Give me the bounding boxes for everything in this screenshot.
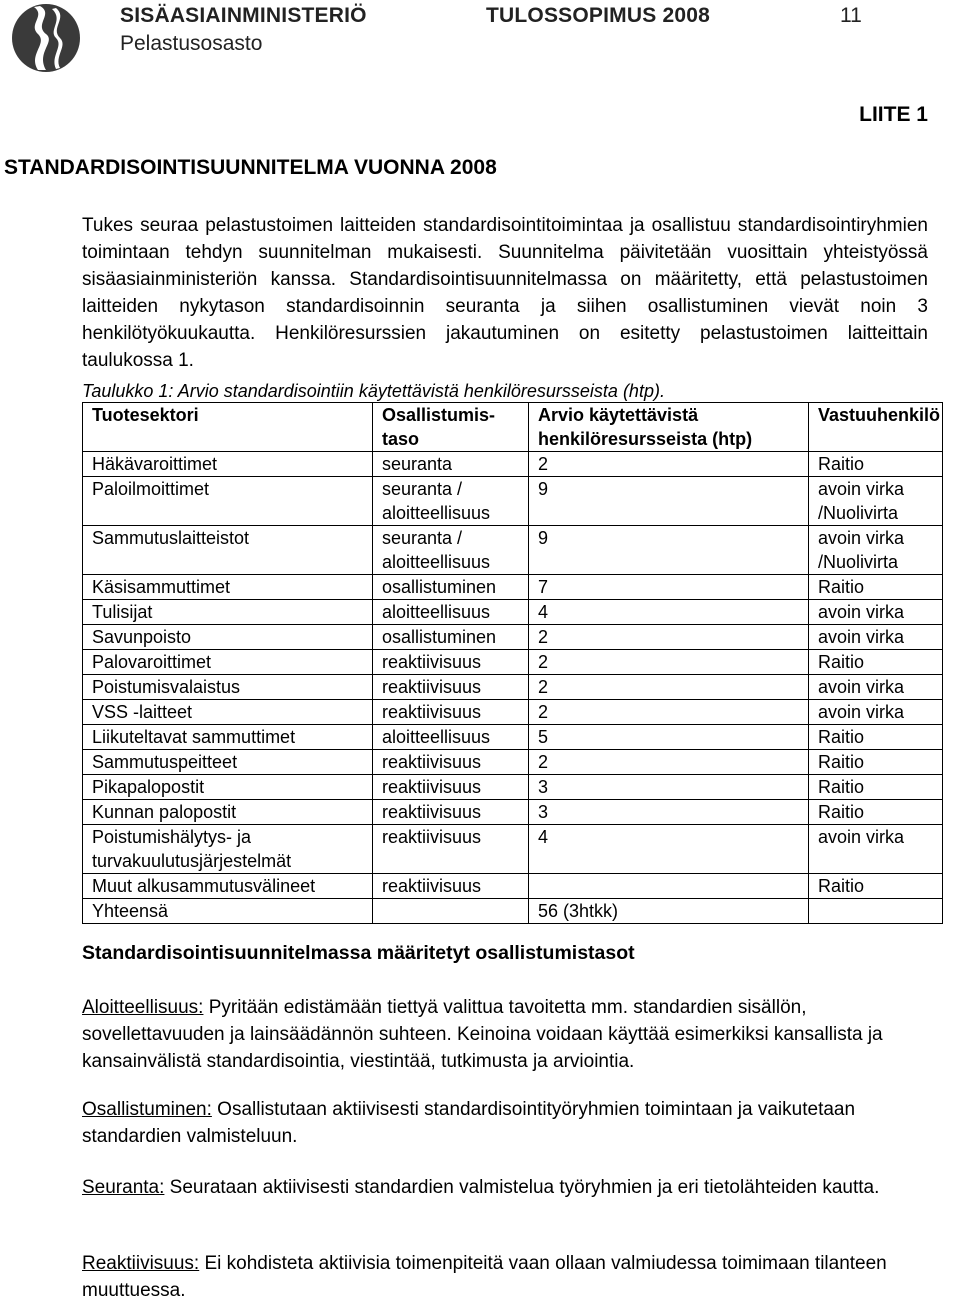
table-cell: reaktiivisuus	[373, 775, 529, 800]
table-cell: 4	[529, 825, 809, 874]
table-cell: reaktiivisuus	[373, 800, 529, 825]
table-cell: 9	[529, 526, 809, 575]
table-cell: aloitteellisuus	[373, 600, 529, 625]
table-cell: 56 (3htkk)	[529, 899, 809, 924]
table-row	[83, 675, 943, 700]
header-cell: Vastuuhenkilö	[809, 403, 943, 452]
table-cell: reaktiivisuus	[373, 874, 529, 899]
table-cell: aloitteellisuus	[373, 725, 529, 750]
ministry-logo	[10, 2, 82, 74]
table-row	[83, 899, 943, 924]
table-cell: Raitio	[809, 575, 943, 600]
table-cell: 9	[529, 477, 809, 526]
definition-term: Reaktiivisuus:	[82, 1253, 200, 1274]
table-cell: 4	[529, 600, 809, 625]
table-row	[83, 725, 943, 750]
table-cell: Poistumishälytys- ja turvakuulutusjärjestelmät	[83, 825, 373, 874]
table-cell: 2	[529, 750, 809, 775]
table-row	[83, 775, 943, 800]
table-cell: Palovaroittimet	[83, 650, 373, 675]
table-cell: 2	[529, 625, 809, 650]
table-cell: 2	[529, 700, 809, 725]
table-cell: Raitio	[809, 775, 943, 800]
appendix-label: LIITE 1	[859, 103, 928, 126]
table-cell: reaktiivisuus	[373, 650, 529, 675]
definition-seuranta	[82, 1174, 928, 1201]
definition-term: Seuranta:	[82, 1177, 165, 1198]
table-cell: osallistuminen	[373, 625, 529, 650]
header-ministry: SISÄASIAINMINISTERIÖ	[120, 4, 367, 27]
header-cell: Tuotesektori	[83, 403, 373, 452]
table-cell: Muut alkusammutusvälineet	[83, 874, 373, 899]
definition-text: Osallistutaan aktiivisesti standardisointityöryhmien toimintaan ja vaikutetaan standardien valmisteluun.	[82, 1099, 856, 1147]
definition-term: Osallistuminen:	[82, 1099, 212, 1120]
table-cell: reaktiivisuus	[373, 825, 529, 874]
table-cell: reaktiivisuus	[373, 675, 529, 700]
table-cell: seuranta / aloitteellisuus	[373, 477, 529, 526]
table-cell: Raitio	[809, 452, 943, 477]
table-row	[83, 700, 943, 725]
table-cell: Sammutuslaitteistot	[83, 526, 373, 575]
table-row	[83, 452, 943, 477]
table-cell: VSS -laitteet	[83, 700, 373, 725]
table-row	[83, 750, 943, 775]
table-cell: reaktiivisuus	[373, 750, 529, 775]
table-cell: avoin virka	[809, 600, 943, 625]
intro-paragraph: Tukes seuraa pelastustoimen laitteiden standardisointitoimintaa ja osallistuu standardisointiryhmien toimintaan tehdyn suunnitelman mukaisesti. Suunnitelma päivitetään vuosittain yhteistyössä sisäasiainministeriön kanssa. Standardisointisuunnitelmassa on määritetty, että pelastustoimen laitteiden nykytason standardisoinnin seuranta ja siihen osallistuminen vievät noin 3 henkilötyökuukautta. Henkilöresurssien jakautuminen on esitetty pelastustoimen laitteittain taulukossa 1.	[82, 215, 928, 371]
table-cell: Raitio	[809, 874, 943, 899]
definition-text: Ei kohdisteta aktiivisia toimenpiteitä vaan ollaan valmiudessa toimimaan tilanteen muuttuessa.	[82, 1253, 887, 1301]
table-cell	[373, 899, 529, 924]
page-number: 11	[840, 4, 862, 27]
table-cell: 2	[529, 675, 809, 700]
table-cell: Pikapalopostit	[83, 775, 373, 800]
table-cell: 2	[529, 650, 809, 675]
table-cell: Liikuteltavat sammuttimet	[83, 725, 373, 750]
definition-text: Seurataan aktiivisesti standardien valmistelua työryhmien ja eri tietolähteiden kautta.	[164, 1177, 880, 1198]
table-cell	[529, 874, 809, 899]
table-row	[83, 625, 943, 650]
table-cell: Käsisammuttimet	[83, 575, 373, 600]
resource-table	[82, 402, 943, 924]
table-cell: avoin virka	[809, 825, 943, 874]
table-cell: 3	[529, 800, 809, 825]
table-cell: Tulisijat	[83, 600, 373, 625]
header-cell: Arvio käytettävistä henkilöresursseista (htp)	[529, 403, 809, 452]
table-cell: seuranta / aloitteellisuus	[373, 526, 529, 575]
table-cell: Raitio	[809, 650, 943, 675]
definition-reaktiivisuus	[82, 1250, 928, 1304]
table-cell: avoin virka	[809, 625, 943, 650]
table-row	[83, 800, 943, 825]
table-cell: Häkävaroittimet	[83, 452, 373, 477]
table-row	[83, 477, 943, 526]
table-cell: Savunpoisto	[83, 625, 373, 650]
table-cell: Poistumisvalaistus	[83, 675, 373, 700]
table-cell: 7	[529, 575, 809, 600]
header-document-title: TULOSSOPIMUS 2008	[486, 4, 710, 27]
header-department: Pelastusosasto	[120, 32, 263, 55]
table-cell: avoin virka /Nuolivirta	[809, 477, 943, 526]
table-cell: reaktiivisuus	[373, 700, 529, 725]
definition-text: Pyritään edistämään tiettyä valittua tavoitetta mm. standardien sisällön, sovellettavuuden ja lainsäädännön suhteen. Keinoina voidaan käyttää esimerkiksi kansallista ja kansainvälistä standardisointia, viestintää, tutkimusta ja arviointia.	[82, 997, 883, 1072]
table-cell	[809, 899, 943, 924]
table-cell: avoin virka	[809, 700, 943, 725]
table-cell: Kunnan palopostit	[83, 800, 373, 825]
table-cell: 5	[529, 725, 809, 750]
table-cell: Raitio	[809, 800, 943, 825]
table-row	[83, 650, 943, 675]
page-title: STANDARDISOINTISUUNNITELMA VUONNA 2008	[4, 156, 497, 179]
table-cell: avoin virka	[809, 675, 943, 700]
table-row	[83, 526, 943, 575]
table-cell: osallistuminen	[373, 575, 529, 600]
table-cell: Raitio	[809, 750, 943, 775]
table-cell: 2	[529, 452, 809, 477]
table-row	[83, 575, 943, 600]
header-cell: Osallistumis-taso	[373, 403, 529, 452]
table-cell: Raitio	[809, 725, 943, 750]
definition-osallistuminen	[82, 1096, 928, 1150]
table-body	[83, 452, 943, 924]
table-cell: Sammutuspeitteet	[83, 750, 373, 775]
definition-aloitteellisuus	[82, 994, 928, 1075]
table-cell: 3	[529, 775, 809, 800]
table-cell: Paloilmoittimet	[83, 477, 373, 526]
table-caption: Taulukko 1: Arvio standardisointiin käytettävistä henkilöresursseista (htp).	[82, 381, 665, 401]
table-row	[83, 600, 943, 625]
table-row	[83, 874, 943, 899]
table-cell: Yhteensä	[83, 899, 373, 924]
table-row	[83, 825, 943, 874]
table-header-row	[83, 403, 943, 452]
definition-term: Aloitteellisuus:	[82, 997, 204, 1018]
table-cell: avoin virka /Nuolivirta	[809, 526, 943, 575]
table-cell: seuranta	[373, 452, 529, 477]
levels-title: Standardisointisuunnitelmassa määritetyt osallistumistasot	[82, 942, 635, 964]
